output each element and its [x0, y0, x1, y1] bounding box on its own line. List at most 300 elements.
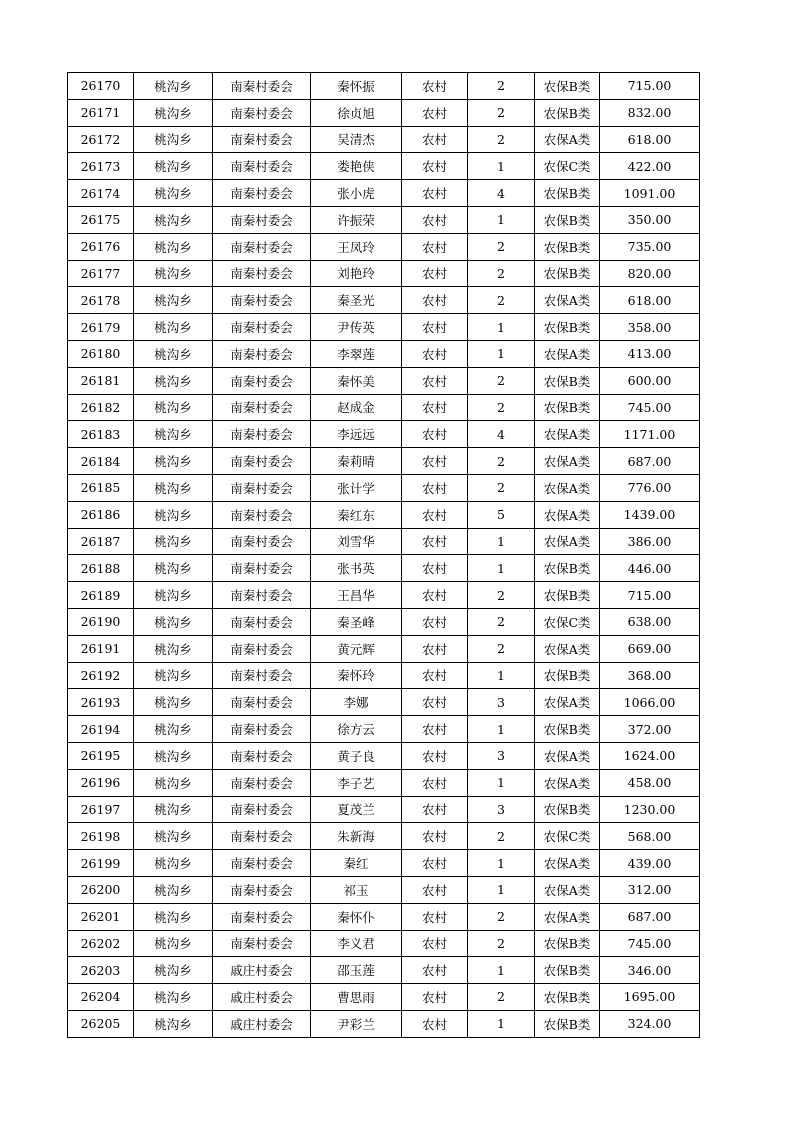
township-cell: 桃沟乡: [134, 689, 213, 716]
area-type-cell: 农村: [402, 850, 468, 877]
village-committee-cell: 南秦村委会: [213, 233, 311, 260]
person-name-cell: 刘艳玲: [311, 260, 402, 287]
insurance-category-cell: 农保B类: [535, 73, 600, 100]
table-row: [68, 957, 700, 984]
village-committee-cell: 南秦村委会: [213, 689, 311, 716]
township-cell: 桃沟乡: [134, 662, 213, 689]
table-row: [68, 528, 700, 555]
amount-cell: 745.00: [600, 394, 700, 421]
table-row: [68, 823, 700, 850]
table-row: [68, 260, 700, 287]
person-name-cell: 秦圣光: [311, 287, 402, 314]
amount-cell: 832.00: [600, 99, 700, 126]
area-type-cell: 农村: [402, 689, 468, 716]
area-type-cell: 农村: [402, 555, 468, 582]
record-id-cell: 26184: [68, 448, 134, 475]
record-id-cell: 26185: [68, 474, 134, 501]
village-committee-cell: 南秦村委会: [213, 528, 311, 555]
village-committee-cell: 南秦村委会: [213, 180, 311, 207]
person-name-cell: 王昌华: [311, 582, 402, 609]
insurance-category-cell: 农保C类: [535, 823, 600, 850]
area-type-cell: 农村: [402, 957, 468, 984]
record-id-cell: 26176: [68, 233, 134, 260]
area-type-cell: 农村: [402, 180, 468, 207]
township-cell: 桃沟乡: [134, 233, 213, 260]
record-id-cell: 26205: [68, 1010, 134, 1037]
insurance-category-cell: 农保A类: [535, 742, 600, 769]
table-row: [68, 850, 700, 877]
insurance-category-cell: 农保B类: [535, 662, 600, 689]
record-id-cell: 26198: [68, 823, 134, 850]
area-type-cell: 农村: [402, 448, 468, 475]
township-cell: 桃沟乡: [134, 126, 213, 153]
insurance-category-cell: 农保A类: [535, 876, 600, 903]
table-row: [68, 421, 700, 448]
household-count-cell: 1: [468, 716, 535, 743]
village-committee-cell: 南秦村委会: [213, 153, 311, 180]
amount-cell: 446.00: [600, 555, 700, 582]
household-count-cell: 1: [468, 957, 535, 984]
amount-cell: 1230.00: [600, 796, 700, 823]
village-committee-cell: 南秦村委会: [213, 314, 311, 341]
person-name-cell: 尹彩兰: [311, 1010, 402, 1037]
amount-cell: 715.00: [600, 73, 700, 100]
area-type-cell: 农村: [402, 287, 468, 314]
record-id-cell: 26202: [68, 930, 134, 957]
household-count-cell: 1: [468, 555, 535, 582]
insurance-category-cell: 农保A类: [535, 903, 600, 930]
record-id-cell: 26196: [68, 769, 134, 796]
table-row: [68, 876, 700, 903]
person-name-cell: 李翠莲: [311, 340, 402, 367]
record-id-cell: 26188: [68, 555, 134, 582]
township-cell: 桃沟乡: [134, 984, 213, 1011]
table-row: [68, 367, 700, 394]
household-count-cell: 2: [468, 287, 535, 314]
household-count-cell: 2: [468, 984, 535, 1011]
person-name-cell: 徐贞旭: [311, 99, 402, 126]
table-row: [68, 555, 700, 582]
table-row: [68, 796, 700, 823]
person-name-cell: 李远远: [311, 421, 402, 448]
area-type-cell: 农村: [402, 582, 468, 609]
household-count-cell: 2: [468, 394, 535, 421]
household-count-cell: 2: [468, 448, 535, 475]
area-type-cell: 农村: [402, 903, 468, 930]
amount-cell: 1091.00: [600, 180, 700, 207]
township-cell: 桃沟乡: [134, 394, 213, 421]
person-name-cell: 许振荣: [311, 206, 402, 233]
household-count-cell: 1: [468, 850, 535, 877]
household-count-cell: 1: [468, 314, 535, 341]
village-committee-cell: 南秦村委会: [213, 716, 311, 743]
record-id-cell: 26199: [68, 850, 134, 877]
area-type-cell: 农村: [402, 823, 468, 850]
record-id-cell: 26177: [68, 260, 134, 287]
person-name-cell: 吴清杰: [311, 126, 402, 153]
household-count-cell: 4: [468, 180, 535, 207]
township-cell: 桃沟乡: [134, 153, 213, 180]
insurance-category-cell: 农保A类: [535, 126, 600, 153]
record-id-cell: 26204: [68, 984, 134, 1011]
township-cell: 桃沟乡: [134, 501, 213, 528]
insurance-category-cell: 农保C类: [535, 608, 600, 635]
area-type-cell: 农村: [402, 608, 468, 635]
table-row: [68, 769, 700, 796]
household-count-cell: 2: [468, 474, 535, 501]
amount-cell: 386.00: [600, 528, 700, 555]
table-row: [68, 394, 700, 421]
township-cell: 桃沟乡: [134, 528, 213, 555]
record-id-cell: 26181: [68, 367, 134, 394]
person-name-cell: 李义君: [311, 930, 402, 957]
village-committee-cell: 南秦村委会: [213, 394, 311, 421]
insurance-category-cell: 农保B类: [535, 206, 600, 233]
household-count-cell: 2: [468, 903, 535, 930]
table-row: [68, 501, 700, 528]
insurance-category-cell: 农保A类: [535, 340, 600, 367]
village-committee-cell: 南秦村委会: [213, 367, 311, 394]
insurance-category-cell: 农保B类: [535, 716, 600, 743]
record-id-cell: 26173: [68, 153, 134, 180]
insurance-category-cell: 农保A类: [535, 528, 600, 555]
person-name-cell: 邵玉莲: [311, 957, 402, 984]
village-committee-cell: 南秦村委会: [213, 930, 311, 957]
record-id-cell: 26180: [68, 340, 134, 367]
table-body: [68, 73, 700, 1038]
table-row: [68, 314, 700, 341]
person-name-cell: 娄艳侠: [311, 153, 402, 180]
person-name-cell: 王凤玲: [311, 233, 402, 260]
record-id-cell: 26189: [68, 582, 134, 609]
person-name-cell: 秦怀仆: [311, 903, 402, 930]
insurance-category-cell: 农保B类: [535, 957, 600, 984]
area-type-cell: 农村: [402, 769, 468, 796]
record-id-cell: 26174: [68, 180, 134, 207]
person-name-cell: 夏茂兰: [311, 796, 402, 823]
village-committee-cell: 戚庄村委会: [213, 957, 311, 984]
table-row: [68, 180, 700, 207]
village-committee-cell: 戚庄村委会: [213, 1010, 311, 1037]
table-row: [68, 984, 700, 1011]
village-committee-cell: 南秦村委会: [213, 876, 311, 903]
village-committee-cell: 南秦村委会: [213, 340, 311, 367]
village-committee-cell: 南秦村委会: [213, 742, 311, 769]
amount-cell: 1439.00: [600, 501, 700, 528]
table-row: [68, 742, 700, 769]
household-count-cell: 2: [468, 608, 535, 635]
amount-cell: 1624.00: [600, 742, 700, 769]
area-type-cell: 农村: [402, 340, 468, 367]
person-name-cell: 徐方云: [311, 716, 402, 743]
table-row: [68, 99, 700, 126]
record-id-cell: 26183: [68, 421, 134, 448]
area-type-cell: 农村: [402, 1010, 468, 1037]
area-type-cell: 农村: [402, 394, 468, 421]
household-count-cell: 2: [468, 233, 535, 260]
insurance-category-cell: 农保A类: [535, 850, 600, 877]
township-cell: 桃沟乡: [134, 930, 213, 957]
insurance-category-cell: 农保B类: [535, 984, 600, 1011]
amount-cell: 422.00: [600, 153, 700, 180]
record-id-cell: 26200: [68, 876, 134, 903]
record-id-cell: 26182: [68, 394, 134, 421]
household-count-cell: 1: [468, 153, 535, 180]
amount-cell: 638.00: [600, 608, 700, 635]
amount-cell: 618.00: [600, 126, 700, 153]
amount-cell: 350.00: [600, 206, 700, 233]
amount-cell: 324.00: [600, 1010, 700, 1037]
household-count-cell: 1: [468, 340, 535, 367]
township-cell: 桃沟乡: [134, 73, 213, 100]
township-cell: 桃沟乡: [134, 582, 213, 609]
township-cell: 桃沟乡: [134, 180, 213, 207]
household-count-cell: 3: [468, 742, 535, 769]
insurance-category-cell: 农保A类: [535, 769, 600, 796]
record-id-cell: 26193: [68, 689, 134, 716]
township-cell: 桃沟乡: [134, 903, 213, 930]
person-name-cell: 秦圣峰: [311, 608, 402, 635]
table-row: [68, 153, 700, 180]
village-committee-cell: 南秦村委会: [213, 555, 311, 582]
village-committee-cell: 南秦村委会: [213, 662, 311, 689]
household-count-cell: 5: [468, 501, 535, 528]
record-id-cell: 26187: [68, 528, 134, 555]
area-type-cell: 农村: [402, 876, 468, 903]
village-committee-cell: 南秦村委会: [213, 287, 311, 314]
village-committee-cell: 南秦村委会: [213, 903, 311, 930]
table-row: [68, 233, 700, 260]
table-row: [68, 474, 700, 501]
village-committee-cell: 南秦村委会: [213, 501, 311, 528]
area-type-cell: 农村: [402, 528, 468, 555]
township-cell: 桃沟乡: [134, 823, 213, 850]
village-committee-cell: 南秦村委会: [213, 126, 311, 153]
person-name-cell: 张计学: [311, 474, 402, 501]
insurance-category-cell: 农保A类: [535, 689, 600, 716]
village-committee-cell: 南秦村委会: [213, 474, 311, 501]
area-type-cell: 农村: [402, 260, 468, 287]
area-type-cell: 农村: [402, 206, 468, 233]
insurance-category-cell: 农保B类: [535, 394, 600, 421]
table-row: [68, 126, 700, 153]
household-count-cell: 2: [468, 823, 535, 850]
table-row: [68, 716, 700, 743]
township-cell: 桃沟乡: [134, 742, 213, 769]
record-id-cell: 26170: [68, 73, 134, 100]
township-cell: 桃沟乡: [134, 608, 213, 635]
amount-cell: 687.00: [600, 448, 700, 475]
area-type-cell: 农村: [402, 233, 468, 260]
record-id-cell: 26195: [68, 742, 134, 769]
person-name-cell: 尹传英: [311, 314, 402, 341]
area-type-cell: 农村: [402, 796, 468, 823]
village-committee-cell: 南秦村委会: [213, 769, 311, 796]
household-count-cell: 2: [468, 582, 535, 609]
village-committee-cell: 南秦村委会: [213, 448, 311, 475]
table-row: [68, 635, 700, 662]
insurance-category-cell: 农保A类: [535, 448, 600, 475]
person-name-cell: 秦怀美: [311, 367, 402, 394]
household-count-cell: 1: [468, 662, 535, 689]
area-type-cell: 农村: [402, 474, 468, 501]
record-id-cell: 26179: [68, 314, 134, 341]
insurance-category-cell: 农保B类: [535, 1010, 600, 1037]
household-count-cell: 1: [468, 1010, 535, 1037]
amount-cell: 669.00: [600, 635, 700, 662]
amount-cell: 618.00: [600, 287, 700, 314]
household-count-cell: 3: [468, 689, 535, 716]
area-type-cell: 农村: [402, 742, 468, 769]
township-cell: 桃沟乡: [134, 474, 213, 501]
amount-cell: 413.00: [600, 340, 700, 367]
household-count-cell: 2: [468, 367, 535, 394]
household-count-cell: 2: [468, 126, 535, 153]
township-cell: 桃沟乡: [134, 796, 213, 823]
township-cell: 桃沟乡: [134, 850, 213, 877]
person-name-cell: 李娜: [311, 689, 402, 716]
person-name-cell: 秦怀振: [311, 73, 402, 100]
record-id-cell: 26197: [68, 796, 134, 823]
township-cell: 桃沟乡: [134, 1010, 213, 1037]
amount-cell: 745.00: [600, 930, 700, 957]
record-id-cell: 26194: [68, 716, 134, 743]
area-type-cell: 农村: [402, 314, 468, 341]
person-name-cell: 秦红东: [311, 501, 402, 528]
person-name-cell: 秦红: [311, 850, 402, 877]
area-type-cell: 农村: [402, 367, 468, 394]
person-name-cell: 秦怀玲: [311, 662, 402, 689]
township-cell: 桃沟乡: [134, 957, 213, 984]
area-type-cell: 农村: [402, 99, 468, 126]
household-count-cell: 1: [468, 876, 535, 903]
record-id-cell: 26191: [68, 635, 134, 662]
record-id-cell: 26171: [68, 99, 134, 126]
township-cell: 桃沟乡: [134, 716, 213, 743]
person-name-cell: 黄子良: [311, 742, 402, 769]
amount-cell: 568.00: [600, 823, 700, 850]
record-table: [67, 72, 700, 1038]
insurance-category-cell: 农保A类: [535, 421, 600, 448]
area-type-cell: 农村: [402, 126, 468, 153]
table-row: [68, 340, 700, 367]
household-count-cell: 4: [468, 421, 535, 448]
amount-cell: 776.00: [600, 474, 700, 501]
amount-cell: 600.00: [600, 367, 700, 394]
area-type-cell: 农村: [402, 421, 468, 448]
household-count-cell: 2: [468, 930, 535, 957]
township-cell: 桃沟乡: [134, 448, 213, 475]
amount-cell: 358.00: [600, 314, 700, 341]
table-row: [68, 930, 700, 957]
person-name-cell: 张小虎: [311, 180, 402, 207]
village-committee-cell: 南秦村委会: [213, 635, 311, 662]
record-id-cell: 26192: [68, 662, 134, 689]
township-cell: 桃沟乡: [134, 421, 213, 448]
insurance-category-cell: 农保C类: [535, 153, 600, 180]
township-cell: 桃沟乡: [134, 206, 213, 233]
area-type-cell: 农村: [402, 73, 468, 100]
household-count-cell: 3: [468, 796, 535, 823]
household-count-cell: 1: [468, 528, 535, 555]
village-committee-cell: 南秦村委会: [213, 73, 311, 100]
amount-cell: 1171.00: [600, 421, 700, 448]
household-count-cell: 1: [468, 769, 535, 796]
amount-cell: 1695.00: [600, 984, 700, 1011]
insurance-category-cell: 农保B类: [535, 233, 600, 260]
table-row: [68, 1010, 700, 1037]
insurance-category-cell: 农保A类: [535, 287, 600, 314]
township-cell: 桃沟乡: [134, 769, 213, 796]
village-committee-cell: 南秦村委会: [213, 206, 311, 233]
record-id-cell: 26178: [68, 287, 134, 314]
table-row: [68, 73, 700, 100]
insurance-category-cell: 农保B类: [535, 180, 600, 207]
amount-cell: 458.00: [600, 769, 700, 796]
insurance-category-cell: 农保B类: [535, 796, 600, 823]
person-name-cell: 曹思雨: [311, 984, 402, 1011]
insurance-category-cell: 农保B类: [535, 582, 600, 609]
township-cell: 桃沟乡: [134, 260, 213, 287]
village-committee-cell: 南秦村委会: [213, 608, 311, 635]
township-cell: 桃沟乡: [134, 340, 213, 367]
household-count-cell: 2: [468, 73, 535, 100]
person-name-cell: 黄元辉: [311, 635, 402, 662]
insurance-category-cell: 农保B类: [535, 367, 600, 394]
record-id-cell: 26203: [68, 957, 134, 984]
record-id-cell: 26201: [68, 903, 134, 930]
insurance-category-cell: 农保A类: [535, 635, 600, 662]
insurance-category-cell: 农保B类: [535, 555, 600, 582]
village-committee-cell: 戚庄村委会: [213, 984, 311, 1011]
township-cell: 桃沟乡: [134, 555, 213, 582]
record-id-cell: 26172: [68, 126, 134, 153]
village-committee-cell: 南秦村委会: [213, 823, 311, 850]
amount-cell: 820.00: [600, 260, 700, 287]
area-type-cell: 农村: [402, 716, 468, 743]
record-id-cell: 26186: [68, 501, 134, 528]
record-id-cell: 26175: [68, 206, 134, 233]
person-name-cell: 秦莉晴: [311, 448, 402, 475]
insurance-category-cell: 农保A类: [535, 474, 600, 501]
township-cell: 桃沟乡: [134, 99, 213, 126]
person-name-cell: 赵成金: [311, 394, 402, 421]
amount-cell: 368.00: [600, 662, 700, 689]
village-committee-cell: 南秦村委会: [213, 260, 311, 287]
table-row: [68, 287, 700, 314]
person-name-cell: 刘雪华: [311, 528, 402, 555]
person-name-cell: 张书英: [311, 555, 402, 582]
person-name-cell: 朱新海: [311, 823, 402, 850]
township-cell: 桃沟乡: [134, 635, 213, 662]
table-row: [68, 903, 700, 930]
township-cell: 桃沟乡: [134, 367, 213, 394]
household-count-cell: 2: [468, 635, 535, 662]
township-cell: 桃沟乡: [134, 876, 213, 903]
area-type-cell: 农村: [402, 662, 468, 689]
insurance-category-cell: 农保A类: [535, 501, 600, 528]
insurance-category-cell: 农保B类: [535, 260, 600, 287]
village-committee-cell: 南秦村委会: [213, 796, 311, 823]
area-type-cell: 农村: [402, 930, 468, 957]
amount-cell: 372.00: [600, 716, 700, 743]
village-committee-cell: 南秦村委会: [213, 850, 311, 877]
village-committee-cell: 南秦村委会: [213, 421, 311, 448]
township-cell: 桃沟乡: [134, 287, 213, 314]
amount-cell: 715.00: [600, 582, 700, 609]
area-type-cell: 农村: [402, 153, 468, 180]
table-row: [68, 582, 700, 609]
